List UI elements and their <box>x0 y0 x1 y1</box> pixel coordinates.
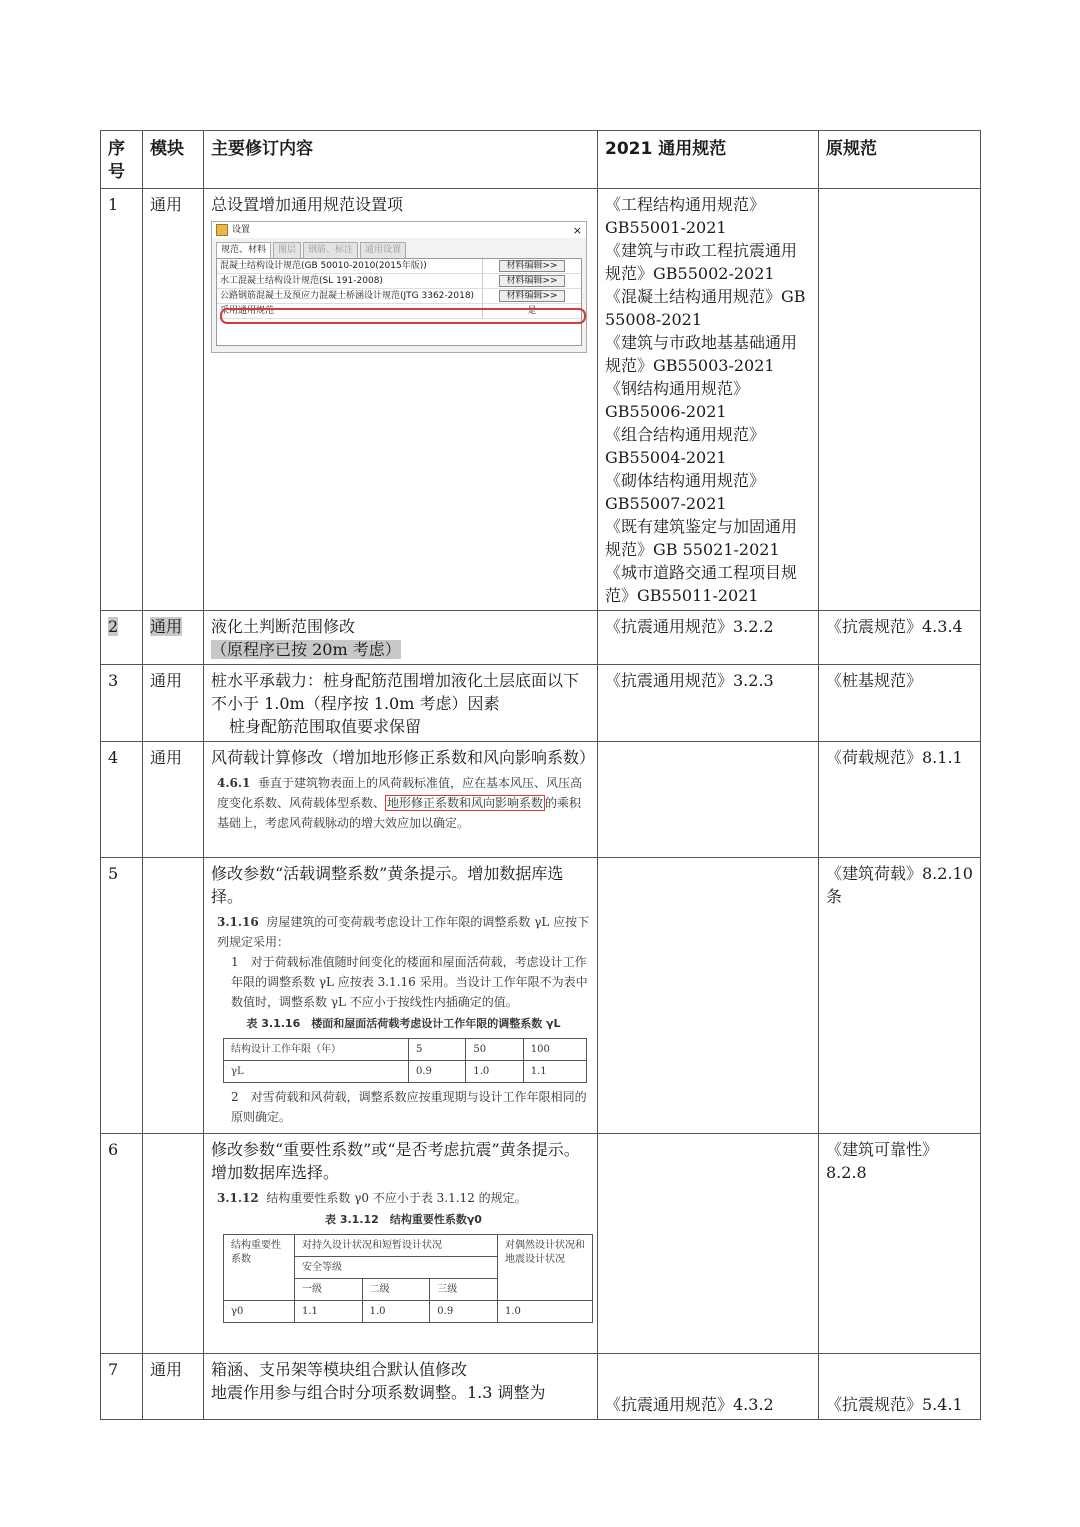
table-row <box>101 742 981 858</box>
row-number: 2 <box>101 611 143 665</box>
material-edit-button: 材料编辑>> <box>499 275 564 287</box>
grid-row-name: 水工混凝土结构设计规范(SL 191-2008) <box>220 275 383 286</box>
row-old-spec: 《建筑荷载》8.2.10 条 <box>819 858 981 1134</box>
material-edit-button: 材料编辑>> <box>499 260 564 272</box>
row-old-spec: 《抗震规范》4.3.4 <box>819 611 981 665</box>
content-line: 总设置增加通用规范设置项 <box>211 195 404 214</box>
table-row <box>101 1354 981 1420</box>
close-icon: × <box>572 223 582 237</box>
material-edit-button: 材料编辑>> <box>499 290 564 302</box>
row-number: 7 <box>101 1354 143 1420</box>
header-seq: 序 号 <box>101 131 143 189</box>
row-content: 箱涵、支吊架等模块组合默认值修改 地震作用参与组合时分项系数调整。1.3 调整为 <box>204 1354 598 1420</box>
row-content: 修改参数“活载调整系数”黄条提示。增加数据库选择。 3.1.16 房屋建筑的可变荷载考虑设计工作年限的调整系数 γL 应按下列规定采用： 1 对于荷载标准值随时间变化的楼面和屋面活荷载，考虑设计工作年限的调整系数 γL 应按表 3.1.16 采用。当设计工作年限不为表中数值时，调整系数 γL 不应小于按线性内插确定的值。 表 3.1.16 楼面和屋面活荷载考虑设计工作年限的调整系数 γL 结构设计工作年限（年） 5 50 100 γL 0.9 1.0 1.1 2 对雪荷载和风荷载，调整系数应按重现期与设计工作年限相同的原则确定。 <box>204 858 598 1134</box>
tab-rebar: 钢筋、标注 <box>303 242 358 258</box>
row-new-spec <box>598 742 819 858</box>
highlight-ellipse <box>220 308 586 324</box>
tab-general: 通用设置 <box>360 242 406 258</box>
row-content: 风荷载计算修改（增加地形修正系数和风向影响系数） 4.6.1 垂直于建筑物表面上的风荷载标准值，应在基本风压、风压高度变化系数、风荷载体型系数、 地形修正系数和风向影响系数 的乘积基础上，考虑风荷载脉动的增大效应加以确定。 <box>204 742 598 858</box>
dialog-title: 设置 <box>232 224 251 235</box>
row-number: 3 <box>101 665 143 742</box>
design-life-table: 结构设计工作年限（年） 5 50 100 γL 0.9 1.0 1.1 <box>223 1038 587 1083</box>
row-number: 5 <box>101 858 143 1134</box>
row-module <box>143 1134 204 1354</box>
row-new-spec <box>598 858 819 1134</box>
grid-row-name: 公路钢筋混凝土及预应力混凝土桥涵设计规范(JTG 3362-2018) <box>220 290 475 301</box>
table-row <box>101 1134 981 1354</box>
row-old-spec: 《桩基规范》 <box>819 665 981 742</box>
live-load-clause-excerpt: 3.1.16 房屋建筑的可变荷载考虑设计工作年限的调整系数 γL 应按下列规定采用： 1 对于荷载标准值随时间变化的楼面和屋面活荷载，考虑设计工作年限的调整系数 γL 应按表 3.1.16 采用。当设计工作年限不为表中数值时，调整系数 γL 不应小于按线性内插确定的值。 表 3.1.16 楼面和屋面活荷载考虑设计工作年限的调整系数 γL 结构设计工作年限（年） 5 50 100 γL 0.9 1.0 1.1 2 对雪荷载和风荷载，调整系数应按重现期与设计工作年限相同的原则确定。 <box>217 915 590 1124</box>
importance-factor-table: 结构重要性系数 对持久设计状况和短暂设计状况 对偶然设计状况和地震设计状况 安全等级 一级 二级 三级 γ0 1.1 1.0 0.9 1.0 <box>223 1234 593 1323</box>
row-new-spec <box>598 1134 819 1354</box>
revision-table <box>100 130 981 1420</box>
row-module: 通用 <box>143 189 204 611</box>
red-highlight-box: 地形修正系数和风向影响系数 <box>387 796 544 810</box>
row-new-spec: 《抗震通用规范》4.3.2 <box>598 1354 819 1420</box>
dialog-titlebar <box>212 222 586 238</box>
header-new-spec: 2021 通用规范 <box>598 131 819 189</box>
row-module: 通用 <box>143 1354 204 1420</box>
row-number: 6 <box>101 1134 143 1354</box>
header-row <box>101 131 981 189</box>
row-old-spec <box>819 189 981 611</box>
wind-load-clause-excerpt: 4.6.1 垂直于建筑物表面上的风荷载标准值，应在基本风压、风压高度变化系数、风荷载体型系数、 地形修正系数和风向影响系数 的乘积基础上，考虑风荷载脉动的增大效应加以确定。 <box>217 776 583 830</box>
grid-row <box>217 274 581 289</box>
table-row <box>101 189 981 611</box>
row-number: 1 <box>101 189 143 611</box>
row-number: 4 <box>101 742 143 858</box>
header-old-spec: 原规范 <box>819 131 981 189</box>
row-new-spec: 《抗震通用规范》3.2.3 <box>598 665 819 742</box>
row-content <box>204 189 598 611</box>
row-content: 液化土判断范围修改 （原程序已按 20m 考虑） <box>204 611 598 665</box>
row-module <box>143 858 204 1134</box>
settings-grid <box>216 258 582 346</box>
grid-row-name: 采用通用规范 <box>220 305 275 316</box>
header-content: 主要修订内容 <box>204 131 598 189</box>
row-module: 通用 <box>143 742 204 858</box>
importance-factor-clause-excerpt: 3.1.12 结构重要性系数 γ0 不应小于表 3.1.12 的规定。 表 3.1.12 结构重要性系数γ0 结构重要性系数 对持久设计状况和短暂设计状况 对偶然设计状况和地震设计状况 安全等级 一级 二级 三级 γ0 1.1 1.0 0.9 1.0 <box>211 1188 590 1323</box>
table-row <box>101 611 981 665</box>
settings-icon <box>216 224 228 236</box>
grid-row <box>217 289 581 304</box>
grid-row-value: 是 <box>482 304 581 318</box>
row-content: 桩水平承载力：桩身配筋范围增加液化土层底面以下不小于 1.0m（程序按 1.0m 考虑）因素 桩身配筋范围取值要求保留 <box>204 665 598 742</box>
dialog-tabs <box>212 238 586 258</box>
settings-dialog-screenshot <box>211 221 587 353</box>
row-module: 通用 <box>143 665 204 742</box>
row-new-spec: 《抗震通用规范》3.2.2 <box>598 611 819 665</box>
table-row <box>101 665 981 742</box>
table-row <box>101 858 981 1134</box>
header-module: 模块 <box>143 131 204 189</box>
row-module: 通用 <box>143 611 204 665</box>
row-new-spec: 《工程结构通用规范》GB55001-2021 《建筑与市政工程抗震通用规范》GB55002-2021 《混凝土结构通用规范》GB 55008-2021 《建筑与市政地基基础通用规范》GB55003-2021 《钢结构通用规范》GB55006-2021 《组合结构通用规范》GB55004-2021 《砌体结构通用规范》GB55007-2021 《既有建筑鉴定与加固通用规范》GB 55021-2021 《城市道路交通工程项目规范》GB55011-2021 <box>598 189 819 611</box>
row-content: 修改参数“重要性系数”或“是否考虑抗震”黄条提示。增加数据库选择。 3.1.12 结构重要性系数 γ0 不应小于表 3.1.12 的规定。 表 3.1.12 结构重要性系数γ0 结构重要性系数 对持久设计状况和短暂设计状况 对偶然设计状况和地震设计状况 安全等级 一级 二级 三级 γ0 1.1 1.0 0.9 1.0 <box>204 1134 598 1354</box>
tab-layer: 图层 <box>273 242 301 258</box>
grid-row <box>217 259 581 274</box>
row-old-spec: 《抗震规范》5.4.1 <box>819 1354 981 1420</box>
row-old-spec: 《荷载规范》8.1.1 <box>819 742 981 858</box>
grid-row-name: 混凝土结构设计规范(GB 50010-2010(2015年版)) <box>220 260 427 271</box>
row-old-spec: 《建筑可靠性》8.2.8 <box>819 1134 981 1354</box>
tab-spec-material: 规范、材料 <box>216 242 271 258</box>
